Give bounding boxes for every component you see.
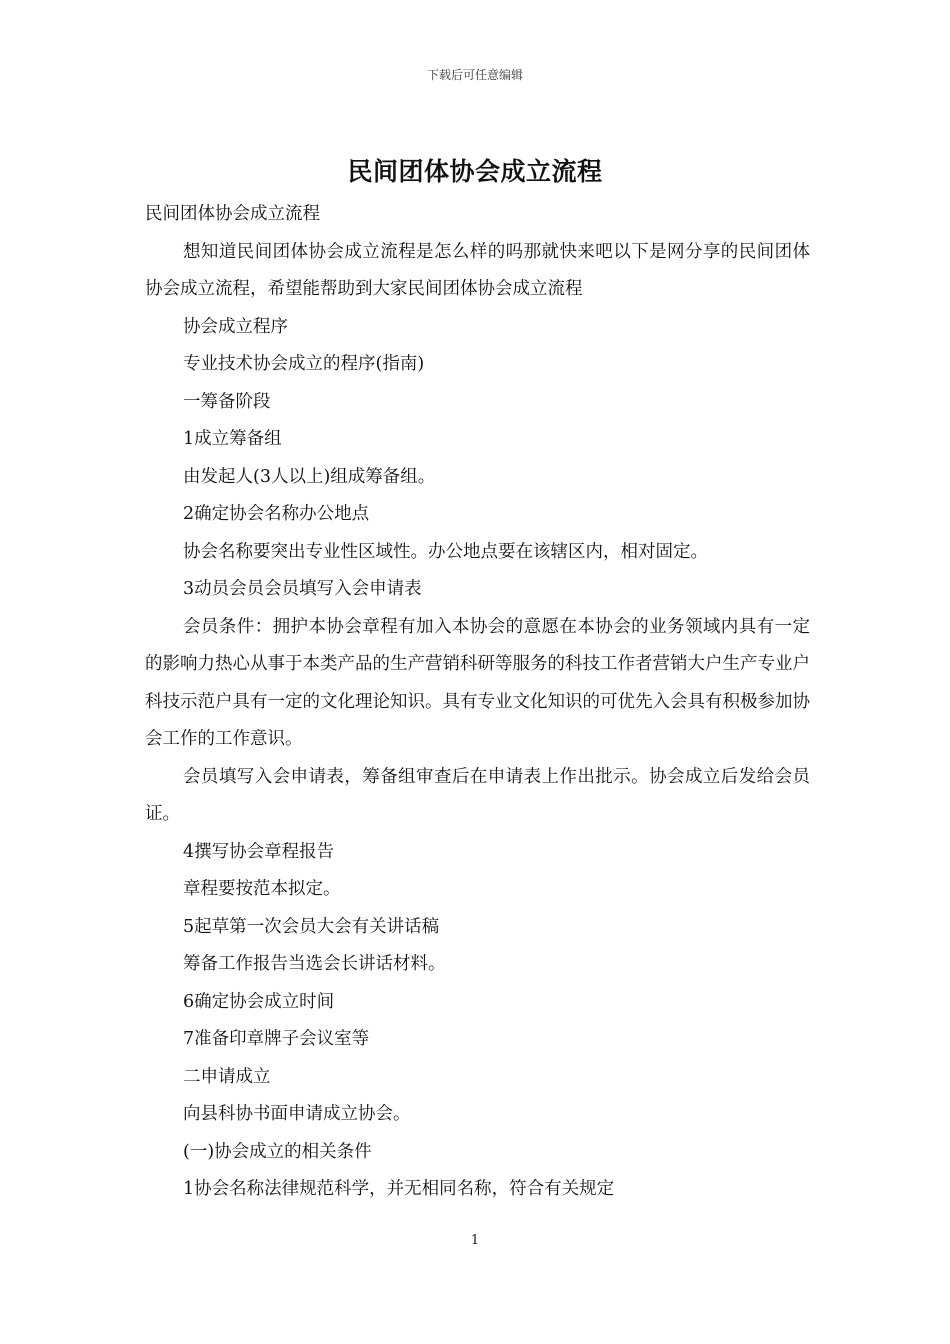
- section-heading: 二申请成立: [183, 1066, 271, 1087]
- paragraph: 向县科协书面申请成立协会。: [183, 1104, 411, 1124]
- paragraph: 会员填写入会申请表，筹备组审查后在申请表上作出批示。协会成立后发给会员证。: [145, 766, 810, 824]
- subsection-heading: (一)协会成立的相关条件: [183, 1141, 372, 1162]
- list-item: 6确定协会成立时间: [183, 991, 335, 1012]
- paragraph: 由发起人(3人以上)组成筹备组。: [183, 466, 436, 487]
- list-item: 3动员会员会员填写入会申请表: [183, 579, 422, 599]
- list-item: 1协会名称法律规范科学，并无相同名称，符合有关规定: [183, 1179, 615, 1199]
- section-heading: 一筹备阶段: [183, 391, 271, 412]
- page-number: 1: [470, 1233, 480, 1248]
- document-body: [145, 196, 810, 1209]
- paragraph: 筹备工作报告当选会长讲话材料。: [183, 954, 446, 974]
- paragraph: 想知道民间团体协会成立流程是怎么样的吗那就快来吧以下是网分享的民间团体协会成立流程，希望能帮助到大家民间团体协会成立流程: [145, 241, 810, 299]
- document-title: 民间团体协会成立流程: [347, 157, 603, 186]
- paragraph: 会员条件：拥护本协会章程有加入本协会的意愿在本协会的业务领域内具有一定的影响力热心从事于本类产品的生产营销科研等服务的科技工作者营销大户生产专业户科技示范户具有一定的文化理论知识。具有专业文化知识的可优先入会具有积极参加协会工作的工作意识。: [145, 616, 810, 749]
- document-subtitle: 民间团体协会成立流程: [145, 204, 320, 224]
- list-item: 4撰写协会章程报告: [183, 841, 335, 862]
- list-item: 5起草第一次会员大会有关讲话稿: [183, 916, 440, 937]
- header-note: 下载后可任意编辑: [426, 68, 523, 82]
- paragraph: 专业技术协会成立的程序(指南): [183, 354, 425, 374]
- paragraph: 协会名称要突出专业性区域性。办公地点要在该辖区内，相对固定。: [183, 541, 708, 562]
- list-item: 1成立筹备组: [183, 429, 282, 449]
- paragraph: 章程要按范本拟定。: [183, 879, 341, 899]
- paragraph: 协会成立程序: [183, 316, 288, 337]
- list-item: 2确定协会名称办公地点: [183, 504, 370, 524]
- list-item: 7准备印章牌子会议室等: [183, 1029, 370, 1049]
